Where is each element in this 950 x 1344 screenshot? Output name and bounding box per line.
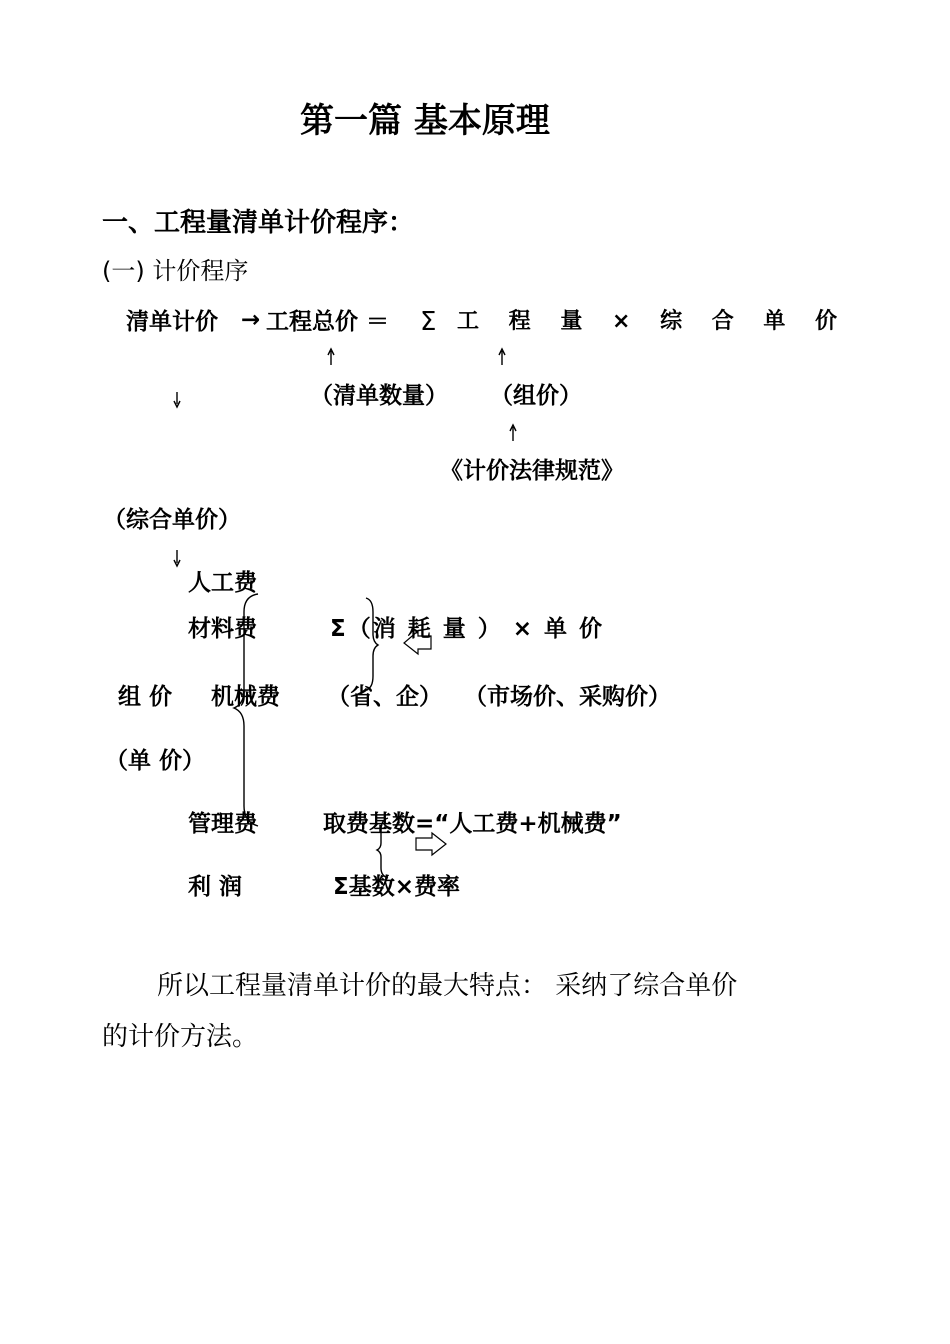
profit-item: 利 润 bbox=[188, 874, 243, 900]
composite-label: （综合单价） bbox=[103, 507, 241, 533]
big-brace bbox=[234, 594, 258, 826]
formula-total: 工程总价 ＝ bbox=[266, 309, 390, 335]
price-note: （组价） bbox=[490, 383, 582, 409]
conclusion-line-1: 所以工程量清单计价的最大特点： 采纳了综合单价 bbox=[157, 971, 738, 1001]
market-note: （市场价、采购价） bbox=[464, 684, 671, 710]
page-title: 第一篇 基本原理 bbox=[300, 101, 550, 141]
formula-arrow: → bbox=[241, 307, 261, 333]
subsection-heading: (一) 计价程序 bbox=[102, 257, 249, 285]
quantity-note: （清单数量） bbox=[310, 383, 448, 409]
province-note: （省、企） bbox=[327, 684, 442, 710]
material-item: 材料费 bbox=[188, 616, 257, 642]
group-label: 组 价 bbox=[118, 684, 173, 710]
base-rate: Σ基数×费率 bbox=[333, 874, 460, 900]
fee-base: 取费基数=“人工费+机械费” bbox=[323, 811, 622, 837]
consumption-brace bbox=[366, 598, 378, 690]
section-heading: 一、工程量清单计价程序： bbox=[102, 208, 415, 238]
fee-brace bbox=[377, 818, 388, 878]
conclusion-line-2: 的计价方法。 bbox=[102, 1022, 259, 1052]
unit-label: （单 价） bbox=[105, 748, 206, 774]
formula-sigma: Σ bbox=[420, 307, 437, 337]
management-item: 管理费 bbox=[188, 811, 257, 837]
formula-rhs: 工 程 量 × 综 合 单 价 bbox=[457, 309, 849, 334]
formula-left: 清单计价 bbox=[126, 309, 218, 335]
hollow-arrow-right bbox=[416, 833, 446, 855]
consumption-formula: Σ（消 耗 量 ） × 单 价 bbox=[330, 616, 605, 642]
labor-item: 人工费 bbox=[188, 570, 257, 596]
machine-item: 机械费 bbox=[211, 684, 280, 710]
hollow-arrow-left bbox=[404, 631, 431, 654]
law-note: 《计价法律规范》 bbox=[440, 458, 624, 484]
